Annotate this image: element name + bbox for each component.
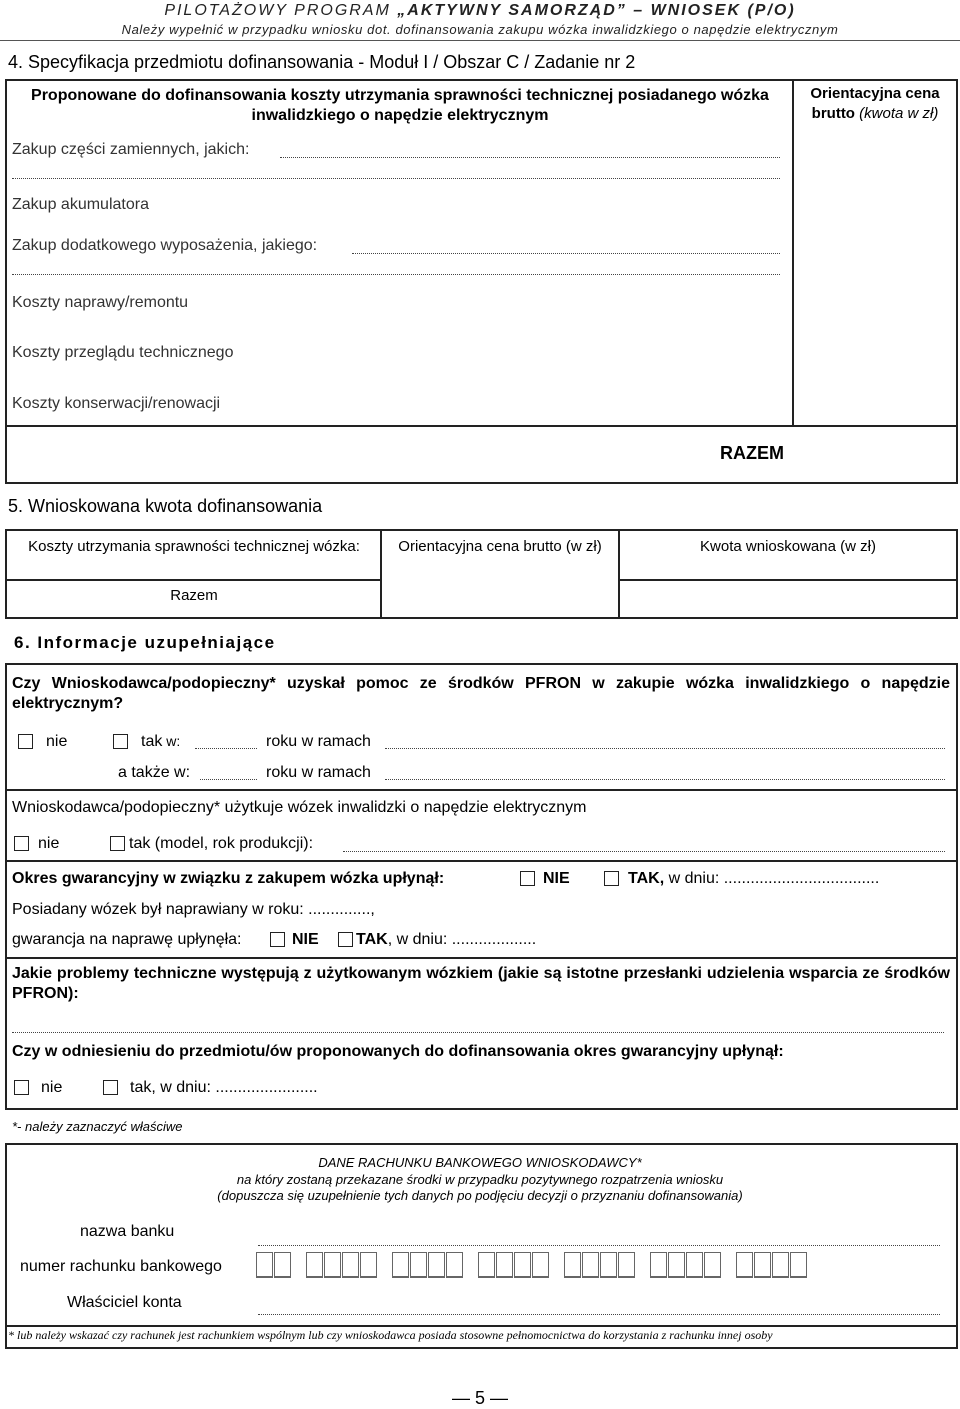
section5-row-divider [5, 579, 380, 581]
account-digit-box[interactable] [790, 1252, 807, 1278]
q2-text: Wnioskodawca/podopieczny* użytkuje wózek inwalidzki o napędzie elektrycznym [12, 799, 587, 816]
q7-tak-checkbox[interactable] [103, 1080, 118, 1095]
section5-razem: Razem [170, 587, 218, 604]
account-digit-box[interactable] [772, 1252, 789, 1278]
q1-tak-checkbox[interactable] [113, 734, 128, 749]
q1-year-input[interactable] [195, 748, 257, 749]
account-digit-box[interactable] [496, 1252, 513, 1278]
section6-title: 6. Informacje uzupełniające [14, 633, 276, 652]
equipment-input[interactable] [352, 253, 780, 254]
bank-subtitle-2: (dopuszcza się uzupełnienie tych danych po podjęciu decyzji o przyznaniu dofinansowania) [217, 1188, 743, 1203]
account-digit-box[interactable] [256, 1252, 273, 1278]
row-battery: Zakup akumulatora [12, 196, 149, 213]
section4-title: 4. Specyfikacja przedmiotu dofinansowania - Moduł I / Obszar C / Zadanie nr 2 [8, 52, 636, 72]
section5-col1-header: Koszty utrzymania sprawności technicznej wózka: [28, 538, 360, 555]
q3-nie-checkbox[interactable] [520, 871, 535, 886]
account-number-input[interactable] [256, 1252, 946, 1282]
account-owner-label: Właściciel konta [67, 1294, 182, 1311]
account-owner-input[interactable] [258, 1314, 940, 1315]
q1-tak-label: tak w: [141, 733, 181, 750]
q1-program2-input[interactable] [385, 779, 945, 780]
account-digit-box[interactable] [324, 1252, 341, 1278]
bank-note-divider [5, 1325, 958, 1327]
q7-nie-checkbox[interactable] [14, 1080, 29, 1095]
section4-total-divider [5, 425, 958, 427]
q1-program-input[interactable] [385, 748, 945, 749]
bank-name-input[interactable] [258, 1245, 940, 1246]
section4-total-label: RAZEM [720, 443, 784, 463]
q2-nie-checkbox[interactable] [14, 836, 29, 851]
spare-parts-input[interactable] [280, 157, 780, 158]
section5-col3-header: Kwota wnioskowana (w zł) [700, 538, 876, 555]
q6-answer-input[interactable] [12, 1032, 944, 1033]
account-digit-box[interactable] [274, 1252, 291, 1278]
q5-text: gwarancja na naprawę upłynęła: [12, 931, 242, 948]
section5-col-divider-1 [380, 529, 382, 619]
bank-note: * lub należy wskazać czy rachunek jest rachunkiem wspólnym lub czy wnioskodawca posiada stosowne pełnomocnictwa do korzystania z rachunku innej osoby [8, 1328, 773, 1342]
account-digit-box[interactable] [410, 1252, 427, 1278]
account-digit-box[interactable] [600, 1252, 617, 1278]
q3-nie-label: NIE [543, 870, 570, 887]
q5-tak-label: TAK, w dniu: ................... [356, 931, 537, 948]
q3-text: Okres gwarancyjny w związku z zakupem wózka upłynął: [12, 870, 445, 887]
account-digit-box[interactable] [532, 1252, 549, 1278]
row-maintenance: Koszty konserwacji/renowacji [12, 395, 221, 412]
header-subtitle: Należy wypełnić w przypadku wniosku dot. dofinansowania zakupu wózka inwalidzkiego o napędzie elektrycznym [121, 22, 839, 37]
section5-title: 5. Wnioskowana kwota dofinansowania [8, 496, 323, 516]
account-digit-box[interactable] [306, 1252, 323, 1278]
q3-tak-label: TAK, w dniu: ................................... [628, 870, 880, 887]
q5-nie-label: NIE [292, 931, 319, 948]
section5-col-divider-2 [618, 529, 620, 619]
q2-nie-label: nie [38, 835, 60, 852]
account-digit-box[interactable] [650, 1252, 667, 1278]
account-digit-box[interactable] [514, 1252, 531, 1278]
q5-tak-checkbox[interactable] [338, 932, 353, 947]
account-digit-box[interactable] [428, 1252, 445, 1278]
q-divider-3 [5, 957, 958, 959]
header-program-title: PILOTAŻOWY PROGRAM „AKTYWNY SAMORZĄD” – WNIOSEK (P/O) [164, 2, 796, 19]
q3-tak-checkbox[interactable] [604, 871, 619, 886]
q7-nie-label: nie [41, 1079, 63, 1096]
section5-col2-header: Orientacyjna cena brutto (w zł) [398, 538, 602, 555]
account-digit-box[interactable] [582, 1252, 599, 1278]
q7-text: Czy w odniesieniu do przedmiotu/ów proponowanych do dofinansowania okres gwarancyjny upłynął: [12, 1043, 784, 1060]
account-digit-box[interactable] [736, 1252, 753, 1278]
account-digit-box[interactable] [446, 1252, 463, 1278]
row-spare-parts: Zakup części zamiennych, jakich: [12, 141, 250, 158]
q1-roku2-label: roku w ramach [266, 764, 371, 781]
account-digit-box[interactable] [564, 1252, 581, 1278]
section4-col-divider [792, 79, 794, 425]
account-digit-box[interactable] [668, 1252, 685, 1278]
q2-tak-label: tak (model, rok produkcji): [129, 835, 314, 852]
q7-tak-label: tak, w dniu: ....................... [130, 1079, 318, 1096]
section4-table [5, 79, 958, 484]
equipment-input-line2[interactable] [12, 274, 780, 275]
q-divider-1 [5, 789, 958, 791]
header-rule [0, 40, 960, 41]
q2-tak-checkbox[interactable] [110, 836, 125, 851]
q1-text: Czy Wnioskodawca/podopieczny* uzyskał pomoc ze środków PFRON w zakupie wózka inwalidzkiego o napędzie elektrycznym? [12, 675, 950, 712]
q1-year2-input[interactable] [200, 779, 257, 780]
row-equipment: Zakup dodatkowego wyposażenia, jakiego: [12, 237, 318, 254]
account-digit-box[interactable] [704, 1252, 721, 1278]
section4-col1-header: Proponowane do dofinansowania koszty utrzymania sprawności technicznej posiadanego wózka inwalidzkiego o napędzie elektrycznym [31, 87, 769, 124]
bank-title: DANE RACHUNKU BANKOWEGO WNIOSKODAWCY* [318, 1155, 642, 1170]
account-digit-box[interactable] [754, 1252, 771, 1278]
account-digit-box[interactable] [686, 1252, 703, 1278]
page-number: — 5 — [451, 1388, 508, 1408]
q-divider-2 [5, 860, 958, 862]
bank-name-label: nazwa banku [80, 1223, 175, 1240]
q1-nie-checkbox[interactable] [18, 734, 33, 749]
bank-subtitle-1: na który zostaną przekazane środki w przypadku pozytywnego rozpatrzenia wniosku [236, 1172, 724, 1187]
q6-text: Jakie problemy techniczne występują z użytkowanym wózkiem (jakie są istotne przesłanki udzielenia wsparcia ze środków PFRON): [12, 965, 950, 1002]
account-digit-box[interactable] [478, 1252, 495, 1278]
spare-parts-input-line2[interactable] [12, 178, 780, 179]
section5-row-divider-right [618, 579, 958, 581]
q5-nie-checkbox[interactable] [270, 932, 285, 947]
account-digit-box[interactable] [360, 1252, 377, 1278]
account-digit-box[interactable] [392, 1252, 409, 1278]
row-inspection: Koszty przeglądu technicznego [12, 344, 234, 361]
row-repair: Koszty naprawy/remontu [12, 294, 189, 311]
q1-nie-label: nie [46, 733, 68, 750]
q1-atakze-label: a także w: [118, 764, 191, 781]
q1-roku-label: roku w ramach [266, 733, 371, 750]
q4-text: Posiadany wózek był naprawiany w roku: .............., [12, 901, 375, 918]
section4-col2-header: Orientacyjna cena brutto (kwota w zł) [810, 85, 940, 122]
account-digit-box[interactable] [342, 1252, 359, 1278]
q2-model-input[interactable] [343, 851, 945, 852]
account-digit-box[interactable] [618, 1252, 635, 1278]
account-number-label: numer rachunku bankowego [20, 1258, 222, 1275]
section6-footnote: *- należy zaznaczyć właściwe [12, 1119, 183, 1134]
